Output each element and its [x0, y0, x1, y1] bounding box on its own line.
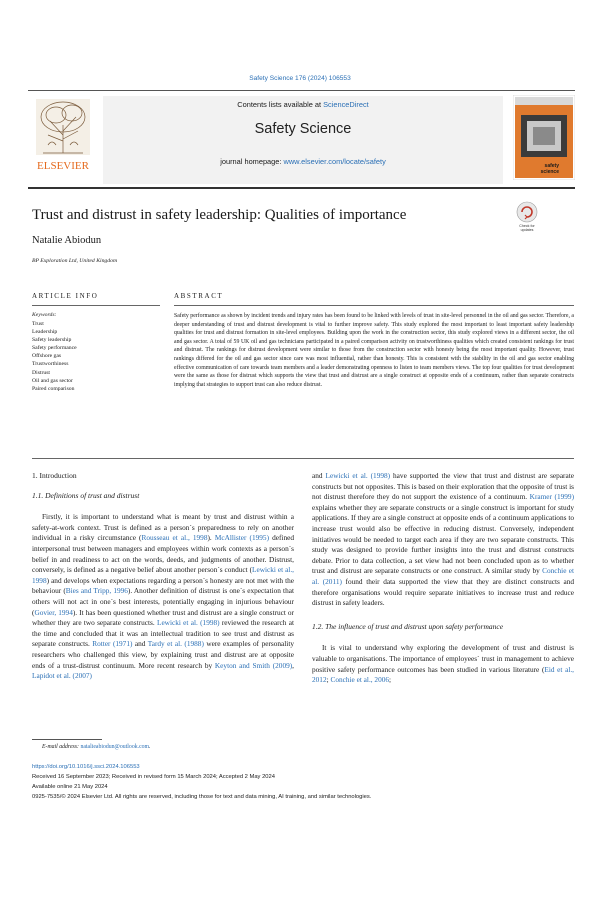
cover-title-line1: safety [544, 163, 559, 169]
citation-link[interactable]: Keyton and Smith (2009) [214, 660, 293, 670]
citation-link[interactable]: Kramer (1999) [529, 492, 574, 502]
paragraph: It is vital to understand why exploring the development of trust and distrust is valuable to organisations. The importance of employees´ trust in management to achieve positive safety performance outcomes has been studied in various literature (Eid et al., 2012; Conchie et al., 2006; [312, 643, 574, 685]
keyword: Oil and gas sector [32, 377, 73, 384]
citation-link[interactable]: Lewicki et al. (1998) [156, 618, 220, 628]
keyword: Distrust [32, 369, 51, 376]
keyword: Safety performance [32, 345, 77, 352]
elsevier-logo [28, 95, 98, 175]
keyword: Offshore gas [32, 353, 62, 360]
journal-reference[interactable]: Safety Science 176 (2024) 106553 [249, 75, 351, 82]
copyright: 0925-7535/© 2024 Elsevier Ltd. All rights are reserved, including those for text and data mining, AI training, and similar technologies. [32, 794, 372, 800]
citation-link[interactable]: Lewicki et al. (1998) [325, 471, 391, 480]
author-name: Natalie Abiodun [32, 235, 102, 246]
header-bottom-rule [28, 187, 575, 189]
citation-link[interactable]: Rousseau et al., 1998 [141, 533, 208, 543]
email-label: E-mail address: [42, 744, 81, 750]
journal-cover-image [513, 95, 575, 180]
citation-link[interactable]: Rotter (1971) [92, 639, 133, 649]
header-top-rule [28, 90, 575, 91]
article-info-heading: ARTICLE INFO [32, 292, 99, 300]
article-info-rule [32, 305, 160, 306]
subsection-heading-definitions: 1.1. Definitions of trust and distrust [32, 490, 140, 500]
homepage-prefix: journal homepage: [220, 157, 284, 166]
keyword: Leadership [32, 329, 58, 336]
subsection-heading-influence: 1.2. The influence of trust and distrust upon safety performance [312, 621, 504, 631]
citation-link[interactable]: Conchie et al., 2006 [330, 675, 390, 685]
citation-link[interactable]: Govier, 1994 [34, 607, 73, 617]
citation-link[interactable]: Bies and Tripp, 1996 [65, 586, 128, 596]
publisher-name: ELSEVIER [37, 160, 89, 172]
journal-homepage [103, 157, 503, 166]
keywords-label: Keywords: [32, 312, 57, 318]
section-heading-introduction: 1. Introduction [32, 471, 77, 480]
abstract-bottom-rule [32, 458, 574, 459]
author-affiliation: BP Exploration Ltd, United Kingdom [32, 258, 118, 264]
journal-title: Safety Science [254, 121, 352, 137]
keywords-list [32, 320, 77, 393]
citation-link[interactable]: Lewicki et al., 1998 [32, 565, 294, 585]
abstract-rule [174, 305, 574, 306]
keyword: Safety leadership [32, 337, 72, 344]
abstract-heading: ABSTRACT [174, 292, 224, 300]
paragraph: Firstly, it is important to understand what is meant by trust and distrust within a safety-at-work context. Trust is defined as a person´s preparedness to rely on another individual in a risky circumstance (Rousseau et al., 1998). McAllister (1995) defined interpersonal trust between managers and employees within work contexts as a person´s belief in and readiness to act on the words, deeds, and judgments of another. Distrust, conversely, is defined as a negative belief about another person´s conduct (Lewicki et al., 1998) and develops when expectations regarding a person´s honesty are not met with the behaviour (Bies and Tripp, 1996). Another definition of distrust is one´s expectation that others will not act in one´s best interests, potentially engaging in injurious behaviour (Govier, 1994). It has been questioned whether trust and distrust are a single construct or whether they are two separate constructs. Lewicki et al. (1998) reviewed the research at the time and concluded that it was an intellectual tradition to see trust and distrust as separate constructs. Rotter (1971) and Tardy et al. (1988) were examples of personality researchers who challenged this view, by explaining trust and distrust are at opposite ends of a trust-distrust continuum. More recent research by Keyton and Smith (2009), Lapidot et al. (2007) [32, 512, 294, 681]
citation-link[interactable]: Eid et al., 2012 [312, 664, 574, 685]
citation-link[interactable]: Lapidot et al. (2007) [32, 671, 92, 681]
keyword: Trustworthiness [32, 361, 69, 368]
right-column [312, 471, 574, 686]
sciencedirect-link[interactable]: ScienceDirect [323, 100, 369, 109]
email-line: E-mail address: natalieabiodun@outlook.com. [42, 744, 151, 750]
citation-link[interactable]: Tardy et al. (1988) [147, 639, 204, 649]
doi-link[interactable]: https://doi.org/10.1016/j.ssci.2024.106553 [32, 764, 140, 770]
homepage-link[interactable]: www.elsevier.com/locate/safety [283, 157, 386, 166]
paragraph: and Lewicki et al. (1998) have supported the view that trust and distrust are separate constructs but not opposites. This is based on their exploration that the opposite of trust is not distrust therefore they do not support the existence of a continuum. Kramer (1999) explains whether they are separate constructs or a single construct is important for study applications. If they are a single construct at opposite ends of a continuum applications to increase trust would also be effective in reducing distrust. Conversely, independent initiatives would be needed to target each area if they are two separate constructs. This study was designed to provide further insights into the trust and distrust constructs debate. Prior to data collection, a set view had not been concluded upon as to whether trust and distrust are separate constructs or one construct. A similar study by Conchie et al. (2011) found their data supported the view that they are distinct constructs and therefore organisations would require separate initiatives to increase trust and reduce distrust in safety leaders. [312, 471, 574, 608]
keyword: Trust [32, 321, 44, 327]
available-online: Available online 21 May 2024 [32, 784, 108, 790]
article-title: Trust and distrust in safety leadership: Qualities of importance [32, 207, 407, 223]
contents-available [103, 100, 503, 109]
email-link[interactable]: natalieabiodun@outlook.com [80, 744, 150, 750]
citation-link[interactable]: Conchie et al. (2011) [312, 566, 574, 586]
journal-header-band [103, 96, 503, 184]
contents-prefix: Contents lists available at [237, 100, 324, 109]
citation-link[interactable]: McAllister (1995) [214, 533, 270, 543]
badge-line1: Check for [519, 224, 535, 228]
abstract-text: Safety performance as shown by incident trends and injury rates has been found to be linked with levels of trust in site-level personnel in the oil and gas sector. Therefore, a deeper understanding of trust and distrust development is vital to further improve safety. This study explored the most important to least important safety leadership qualities for trust and distrust formation in site-level employees. Building upon the work in the construction sector, this study explored views in a different sector, the oil and gas sector. A total of 59 UK oil and gas technicians participated in a paired comparison activity on trustworthiness qualities which created consistent rankings for trust and distrust. The rankings for distrust development were similar to those from the construction sector with honesty being the most important quality. However, trust rankings differed for the oil and gas sector since care was most influential, rather than honesty. This is consistent with the stability in the oil and gas sector enabling effective communication of care towards team members and a leader demonstrating openness to listen to team members views. The top four qualities for trust development were the same as those for distrust which supports the view that trust and distrust are a single construct at opposite ends of a continuum, rather than separate constructs implying that strategies to support trust can also reduce distrust. [174, 313, 574, 388]
check-for-updates-badge[interactable] [512, 200, 542, 234]
cover-title-line2: science [540, 169, 559, 175]
footnote-rule [32, 739, 102, 740]
left-column [32, 471, 294, 682]
received-dates: Received 16 September 2023; Received in revised form 15 March 2024; Accepted 2 May 2024 [32, 774, 275, 780]
keyword: Paired comparison [32, 385, 75, 392]
badge-line2: updates [520, 228, 534, 232]
